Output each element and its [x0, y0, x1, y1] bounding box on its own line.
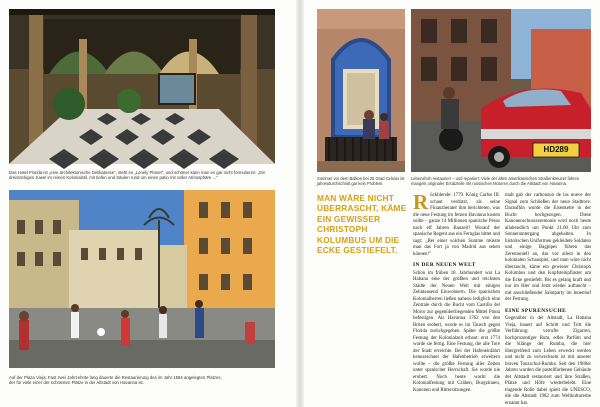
subhead-spurensuche: EINE SPURENSUCHE — [505, 307, 567, 314]
drop-cap: R — [413, 190, 429, 214]
caption-courtyard: Das Hotel Florida ist „eine architektonische Delikatesse", steht im „Lonely Planet", und schöner kann man es gar nicht formulieren: „Ein dreistöckiges Juwel im reinen Kolonialstil, mit tiefen und Säulen rund um einen patio mit voller Atmosphäre ..." — [9, 170, 266, 181]
subhead-neue-welt: IN DER NEUEN WELT — [413, 262, 476, 268]
page-gutter — [296, 0, 304, 407]
article-intro: ückblende: 1779. König Carlos III. schaut verdutzt, als seine Finanzberater ihm berichteten, was die neue Festung im fernen Havanna kosten sollte – ganze 14 Millionen spanische Pesos nach elf Jahren Bauzeit? Worauf der spanische Regent aus ein Fernglas bittet und sagt: „Bei einer solchen Summe müsste man das Fort ja von Madrid aus sehen können!" — [413, 193, 500, 257]
caption-plaza: Auf der Plaza Vieja: Fast zwei Jahrzehnte lang dauerte die Restaurierung des im Jahr 1584 angelegten Platzes, der für viele einer der schönsten Plätze in der Altstadt von Havanna ist. — [9, 375, 222, 386]
plaza-photo — [9, 190, 275, 368]
street-car-photo — [411, 9, 591, 172]
courtyard-photo — [9, 9, 275, 164]
pull-quote: MAN WÄRE NICHT ÜBERRASCHT, KÄME EIN GEWISSER CHRISTOPH KOLUMBUS UM DIE ECKE GESTIEFELT. — [317, 193, 407, 256]
article-body-1: Schon im frühen 18. Jahrhundert war La Habana eine der größten und reichsten Städte der Neuen Welt mit einigen Zehntausend Einwohnern. Die spanischen Kolonialherren ließen nahezu lediglich eine Zentrale durch die Bucht vom Castillo del Morro zur gegenüberliegenden Mittel Punta befestigen. Als Havanna 1762 von den Briten erobert, wurde es im Tausch gegen Florida zurückgegeben. Später die größte Festung der Kolonialzeit erbaut: erst 1774 wurde sie fertig. Eine Festung, die alle Tore der Stadt erreichte. Bei der Hafeneinfahrt kennzeichnet der Hafenbetrieb erweitern wollte – die größte Festung aller Zeiten unter spanischer Herrschaft. Sie wurde nie erobert. Noch heute wacht die Kolonialfestung mit Gräben, Burgzinnen, Kanonen und Rittersitzungen. — [413, 270, 500, 393]
window-photo — [317, 9, 405, 172]
article-body-2: malt gab der carbonzuo de las nueve der Signal zum Schließen der neun Stadttore. Daraufhin wurde die Eisenkette in der Bucht hochgezogen. Diese Kanonenschusszeremonie wird noch heute allabendlich um Punkt 21.00 Uhr zum Sonnenuntergang abgehalten. In historischen Uniformen gekleidete Soldaten und einige Bagpipes führen das Zeremoniell an, das vor allem in den kolonialen Schauspiel, und man wäre nicht überrascht, käme ein gewisser Christoph Kolumbus und den Kopfsteinpflaster um die Ecke gestiefelt. Bis es gelang kraft und nur im Hier und Jetzt wieder auftaucht – mit anschließender Salutparty im Innenhof der Festung. — [505, 193, 591, 302]
article-column-1 — [413, 190, 500, 400]
article-column-2 — [505, 193, 591, 406]
license-plate-text: HD289 — [543, 145, 569, 154]
caption-window: Sommer vor dem Balkon bei 25 Grad Celsius ist jahresdurchschnitt gar kein Problem. — [317, 176, 405, 187]
caption-car: Lebensfroh restauriert – und repariert: Viele der alten amerikanischen Straßenkreuzer fahren mangels originaler Ersatzteile mit russischen Motoren durch die Altstadt von Havanna. — [411, 176, 580, 187]
article-body-3: Gegenüber in der Altstadt, La Habana Vieja, bauert auf Schritt und Tritt die Verführung: verrufte Zigarren, hochprozentiger Rum, edles Parfüm und die Klänge der Rumba, die hier übergreifend zum Leben erweckt werden und nicht zu verwechseln ist mit unserer braven Tanzschul-Rumba. Seit den 1980er Jahren wurden die pastellfarbenen Gebäude der Altstadt restauriert und ihre Straßen, Plätze und Höfe wiederbelebt. Eine tragende Rolle dabei spielt die UNESCO, die die Altstadt 1982 zum Weltkulturerbe ernannt hat. — [505, 316, 591, 406]
